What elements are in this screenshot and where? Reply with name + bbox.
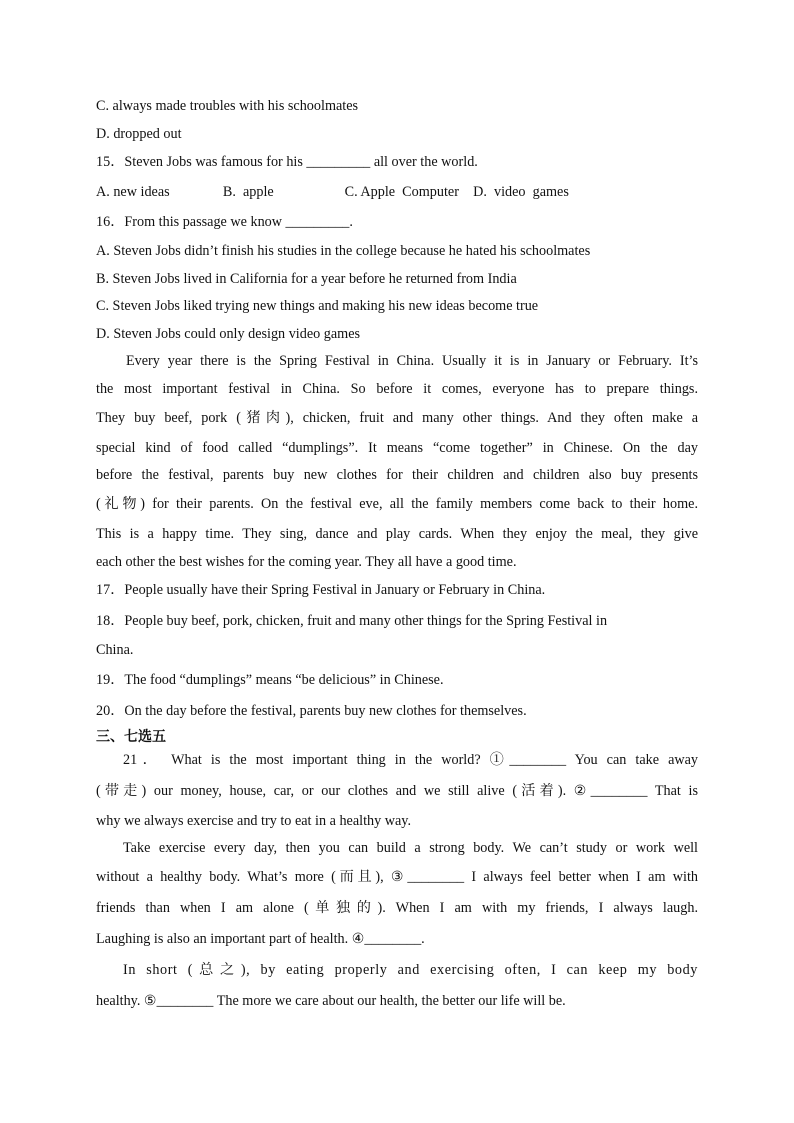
passage-line: each other the best wishes for the coming year. They all have a good time. [96,554,517,570]
passage-line: the most important festival in China. So before it comes, everyone has to prepare things. [96,381,698,397]
q16-option-a: A. Steven Jobs didn’t finish his studies in the college because he hated his schoolmates [96,243,591,259]
q15-stem: 15．Steven Jobs was famous for his _________ all over the world. [96,154,478,170]
cloze-line: (带走) our money, house, car, or our clothes and we still alive (活着). ②________ That is [96,783,698,799]
q16-option-c: C. Steven Jobs liked trying new things and making his new ideas become true [96,298,539,314]
q14-option-d: D. dropped out [96,126,182,142]
q16-option-d: D. Steven Jobs could only design video games [96,326,361,342]
passage-line: They buy beef, pork (猪肉), chicken, fruit and many other things. And they often make a [96,410,698,426]
tf-q18: 18．People buy beef, pork, chicken, fruit and many other things for the Spring Festival in [96,613,608,629]
cloze-line: Laughing is also an important part of health. ④________. [96,931,425,947]
q14-option-c: C. always made troubles with his schoolmates [96,98,359,114]
cloze-line: healthy. ⑤________ The more we care about our health, the better our life will be. [96,993,566,1009]
cloze-line: why we always exercise and try to eat in a healthy way. [96,813,412,829]
passage-line: (礼物) for their parents. On the festival eve, all the family members come back to their home. [96,496,698,512]
tf-q20: 20．On the day before the festival, parents buy new clothes for themselves. [96,703,527,719]
q15-options: A. new ideas B. apple C. Apple Computer D. video games [96,184,569,200]
cloze-line: 21． What is the most important thing in the world? ①________ You can take away [123,752,698,768]
passage-line: This is a happy time. They sing, dance and play cards. When they enjoy the meal, they give [96,526,698,542]
section-heading: 三、七选五 [96,729,166,745]
cloze-line: Take exercise every day, then you can build a strong body. We can’t study or work well [123,840,698,856]
tf-q17: 17．People usually have their Spring Festival in January or February in China. [96,582,546,598]
passage-line: Every year there is the Spring Festival in China. Usually it is in January or February. It’s [126,353,698,369]
tf-q19: 19．The food “dumplings” means “be delicious” in Chinese. [96,672,444,688]
passage-line: special kind of food called “dumplings”. It means “come together” in Chinese. On the day [96,440,698,456]
cloze-line: In short (总之), by eating properly and exercising often, I can keep my body [123,962,698,978]
q16-option-b: B. Steven Jobs lived in California for a year before he returned from India [96,271,517,287]
cloze-line: friends than when I am alone (单独的). When I am with my friends, I always laugh. [96,900,698,916]
tf-q18-continued: China. [96,642,134,658]
passage-line: before the festival, parents buy new clothes for their children and children also buy presents [96,467,698,483]
cloze-line: without a healthy body. What’s more (而且), ③________ I always feel better when I am with [96,869,698,885]
q16-stem: 16．From this passage we know _________. [96,214,353,230]
